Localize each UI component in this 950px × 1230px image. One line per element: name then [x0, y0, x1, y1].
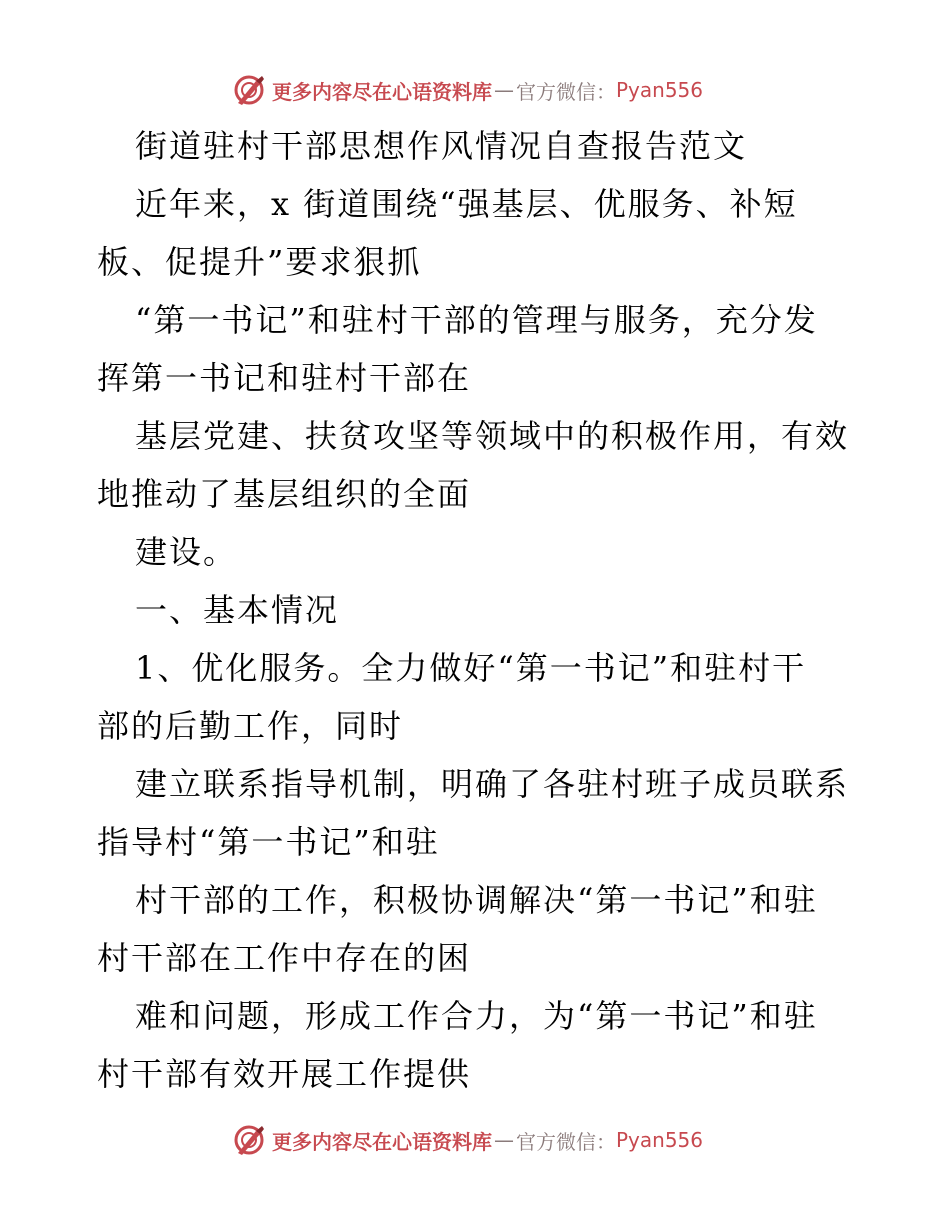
section-heading: 一、基本情况: [135, 591, 340, 629]
paragraph-line: 部的后勤工作，同时: [97, 707, 404, 745]
banner-wechat-id: Pyan556: [616, 1128, 704, 1152]
footer-watermark-banner: [232, 1120, 752, 1160]
banner-lead-text: 更多内容尽在心语资料库: [272, 1129, 492, 1154]
paragraph-line: 近年来，x 街道围绕“强基层、优服务、补短: [135, 185, 798, 223]
paragraph-line: 指导村“第一书记”和驻: [97, 823, 440, 861]
banner-tail-text: 官方微信：: [516, 79, 616, 104]
pen-logo-icon: [232, 1123, 266, 1157]
paragraph-line: 村干部有效开展工作提供: [97, 1055, 472, 1093]
paragraph-line: 建立联系指导机制，明确了各驻村班子成员联系: [135, 765, 850, 803]
banner-wechat-id: Pyan556: [616, 78, 704, 102]
banner-dash: —: [494, 78, 514, 102]
paragraph-line: 地推动了基层组织的全面: [97, 475, 472, 513]
paragraph-line: 难和问题，形成工作合力，为“第一书记”和驻: [135, 997, 818, 1035]
paragraph-line: 挥第一书记和驻村干部在: [97, 359, 472, 397]
document-title: 街道驻村干部思想作风情况自查报告范文: [135, 127, 748, 165]
pen-logo-icon: [232, 73, 266, 107]
banner-lead-text: 更多内容尽在心语资料库: [272, 79, 492, 104]
banner-dash: —: [494, 1128, 514, 1152]
paragraph-line: 基层党建、扶贫攻坚等领域中的积极作用，有效: [135, 417, 850, 455]
paragraph-line: 1、优化服务。全力做好“第一书记”和驻村干: [135, 649, 807, 687]
header-watermark-banner: [232, 70, 752, 110]
paragraph-line: “第一书记”和驻村干部的管理与服务，充分发: [135, 301, 818, 339]
paragraph-line: 村干部的工作，积极协调解决“第一书记”和驻: [135, 881, 818, 919]
paragraph-line: 建设。: [135, 533, 238, 571]
paragraph-line: 村干部在工作中存在的困: [97, 939, 472, 977]
banner-tail-text: 官方微信：: [516, 1129, 616, 1154]
paragraph-line: 板、促提升”要求狠抓: [97, 243, 422, 281]
